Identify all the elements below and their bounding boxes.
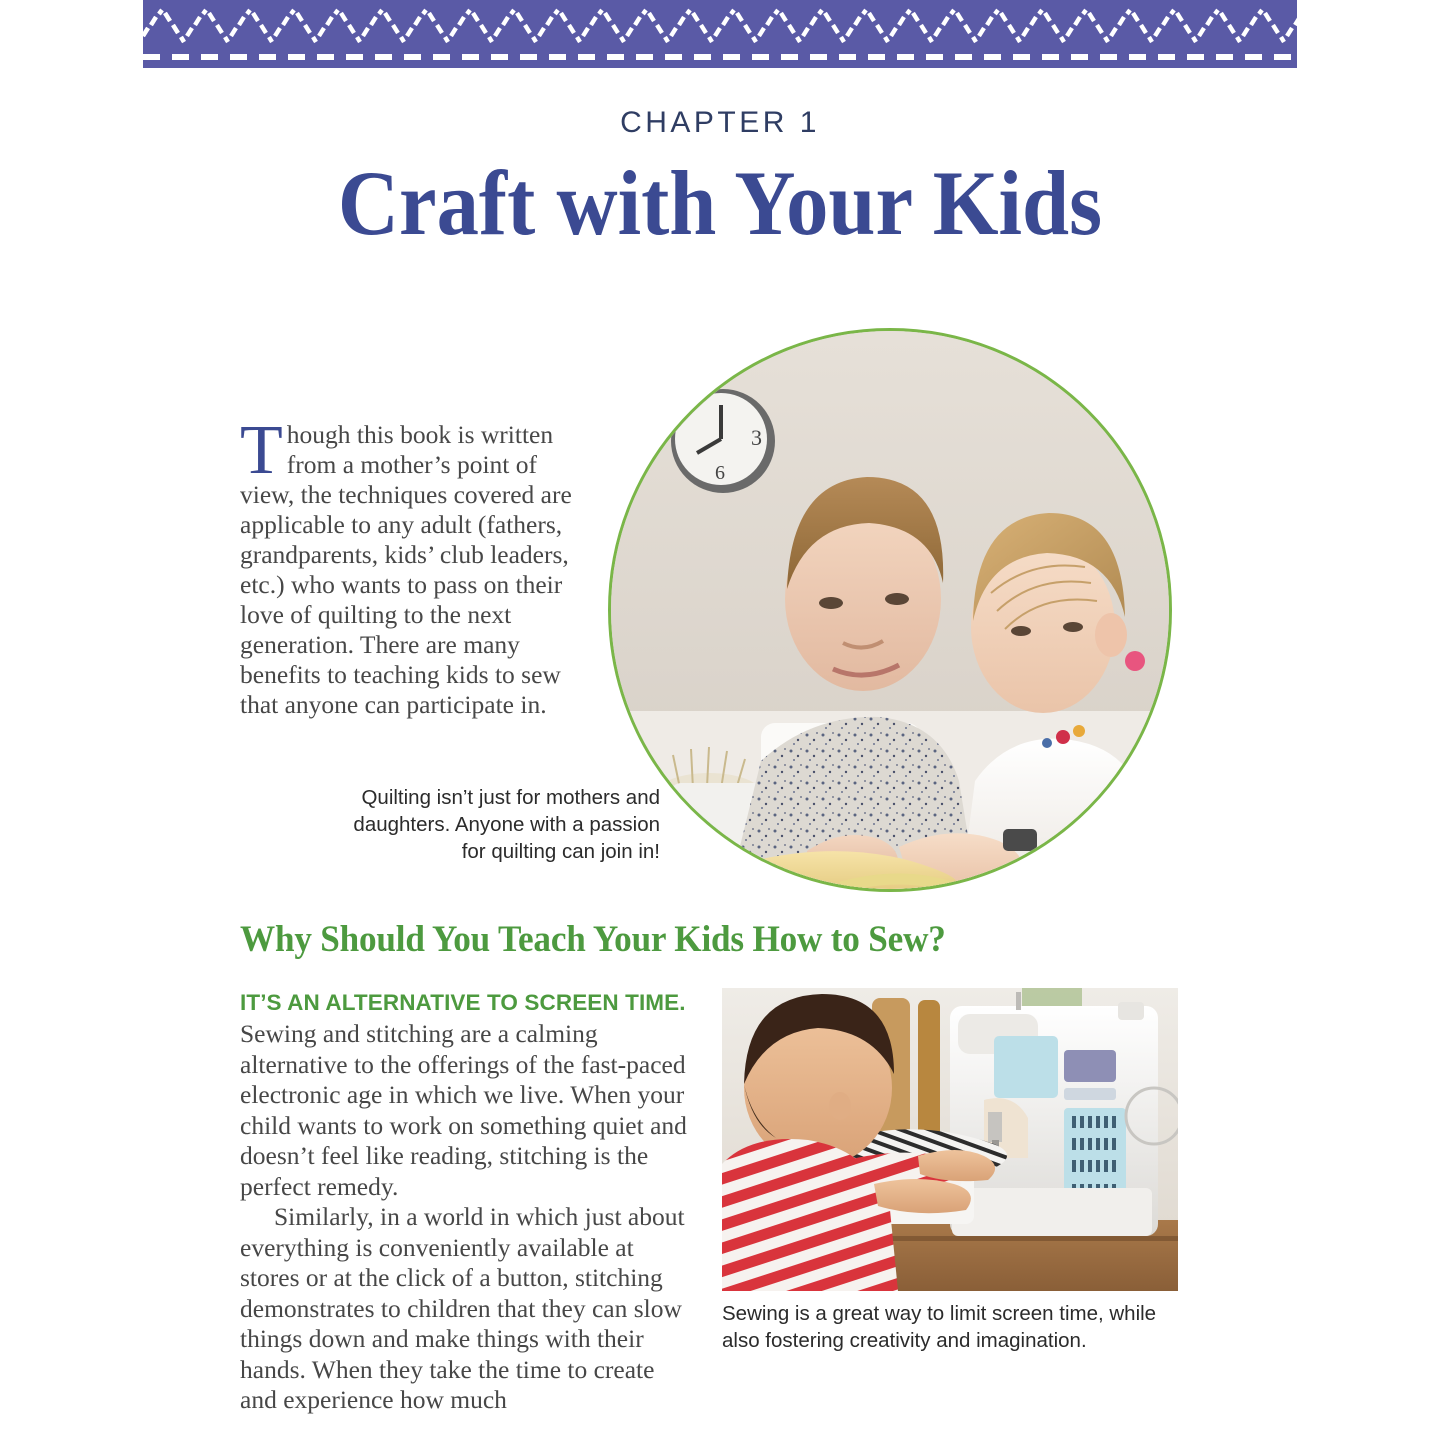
drop-cap: T — [240, 412, 283, 489]
intro-paragraph — [240, 412, 592, 720]
chapter-label: CHAPTER 1 — [620, 106, 820, 139]
stitched-header-band — [143, 0, 1297, 68]
svg-text:3: 3 — [751, 425, 762, 450]
svg-text:6: 6 — [715, 462, 725, 484]
body-paragraph-1: Sewing and stitching are a calming alternative to the offerings of the fast-paced electronic age in which we live. When your child wants to work on something quiet and doesn’t feel like reading, stitching is the perfect remedy. — [240, 1019, 687, 1201]
circle-photo-father-and-daughter — [608, 328, 1172, 892]
photo-illustration — [722, 988, 1178, 1291]
rect-photo-boy-sewing — [722, 988, 1178, 1291]
subsection-heading: IT’S AN ALTERNATIVE TO SCREEN TIME. — [240, 990, 686, 1015]
page-title: Craft with Your Kids — [337, 152, 1103, 254]
zigzag-stitch-icon — [143, 8, 1297, 48]
rect-photo-caption: Sewing is a great way to limit screen time, while also fostering creativity and imagination. — [722, 1302, 1157, 1352]
intro-text: hough this book is written from a mother’s point of view, the techniques covered are applicable to any adult (fathers, grandparents, kids’ club leaders, etc.) who wants to pass on their love of quilting to the next generation. There are many benefits to teaching kids to sew that anyone can participate in. — [240, 420, 572, 719]
section-heading: Why Should You Teach Your Kids How to Sew? — [240, 919, 946, 960]
body-column — [240, 990, 692, 1416]
dashed-stitch-line-icon — [143, 54, 1297, 60]
body-paragraph-2: Similarly, in a world in which just about everything is conveniently available at stores or at the click of a button, stitching demonstrates to children that they can slow things down and make things with their hands. When they take the time to create and experience how much — [240, 1202, 685, 1414]
photo-illustration — [611, 331, 1169, 889]
circle-photo-caption: Quilting isn’t just for mothers and daughters. Anyone with a passion for quilting can join in! — [353, 786, 660, 863]
